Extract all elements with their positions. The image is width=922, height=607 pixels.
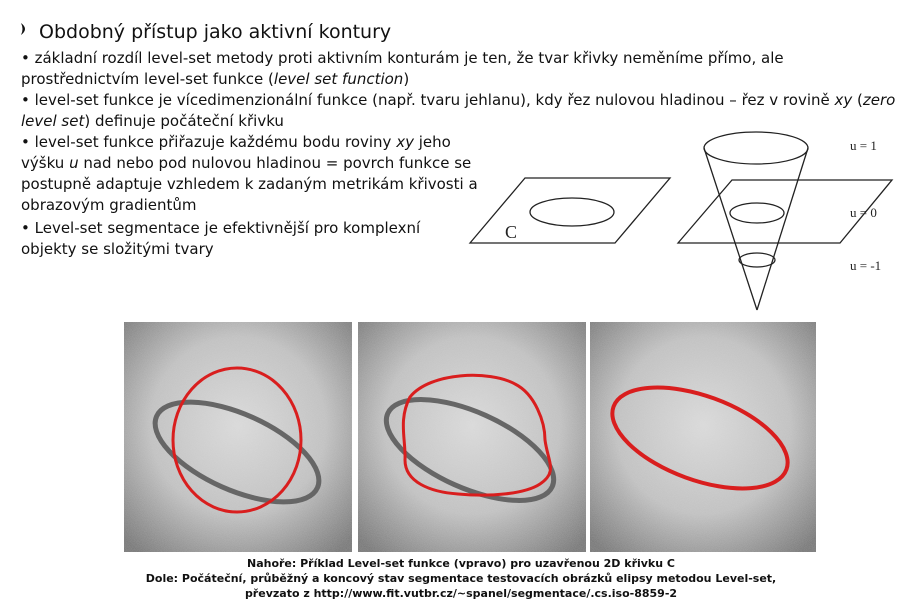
heading-text: Obdobný přístup jako aktivní kontury	[39, 21, 392, 43]
panel-initial	[124, 322, 352, 552]
italic-term: xy	[396, 133, 414, 151]
text-run: • základní rozdíl level-set metody proti aktivním konturám je ten, že tvar křivky neměníme přímo, ale prostřednictvím level-set funkce (	[21, 49, 784, 88]
caption-line-1: Nahoře: Příklad Level-set funkce (vpravo) pro uzavřenou 2D křivku C	[246, 557, 675, 570]
bullet-paragraph-4	[21, 218, 441, 260]
bullet-paragraph-3	[21, 132, 491, 216]
figure-caption	[0, 556, 922, 601]
segmentation-panels	[0, 322, 922, 554]
caption-line-2: Dole: Počáteční, průběžný a koncový stav segmentace testovacích obrázků elipsy metodou Level-set,	[145, 572, 777, 585]
level-label-u1: u = 1	[850, 138, 877, 153]
level-set-diagram	[460, 118, 910, 318]
text-run: (	[852, 91, 863, 109]
text-run: jeho výšku	[21, 133, 451, 172]
italic-term: zero level set	[21, 91, 896, 130]
filled-bullet-icon	[20, 21, 29, 43]
curve-c	[530, 198, 614, 226]
cone-diagram	[678, 132, 892, 310]
text-run: )	[403, 70, 410, 88]
text-run: • level-set funkce přiřazuje každému bodu roviny	[21, 133, 397, 151]
level-label-um1: u = -1	[850, 258, 882, 273]
text-run: ) definuje počáteční křivku	[84, 112, 284, 130]
curve-label: C	[505, 222, 518, 242]
segmentation-figure	[0, 322, 922, 554]
italic-term: u	[69, 154, 79, 172]
panel-intermediate	[358, 322, 586, 552]
caption-line-3: převzato z http://www.fit.vutbr.cz/~spanel/segmentace/.cs.iso-8859-2	[244, 587, 678, 600]
level-label-u0: u = 0	[850, 205, 877, 220]
slide-heading	[20, 21, 391, 43]
italic-term: level set function	[273, 70, 404, 88]
zero-plane-left	[470, 178, 670, 243]
bullet-paragraph-1	[21, 48, 901, 90]
text-run: • level-set funkce je vícedimenzionální funkce (např. tvaru jehlanu), kdy řez nulovou hladinou – řez v rovině	[21, 91, 835, 109]
text-run: nad nebo pod nulovou hladinou = povrch funkce se postupně adaptuje vzhledem k zadaným metrikám křivosti a obrazovým gradientům	[21, 154, 478, 214]
text-run: • Level-set segmentace je efektivnější pro komplexní objekty se složitými tvary	[21, 219, 421, 258]
panel-final	[590, 322, 816, 552]
italic-term: xy	[834, 91, 853, 109]
